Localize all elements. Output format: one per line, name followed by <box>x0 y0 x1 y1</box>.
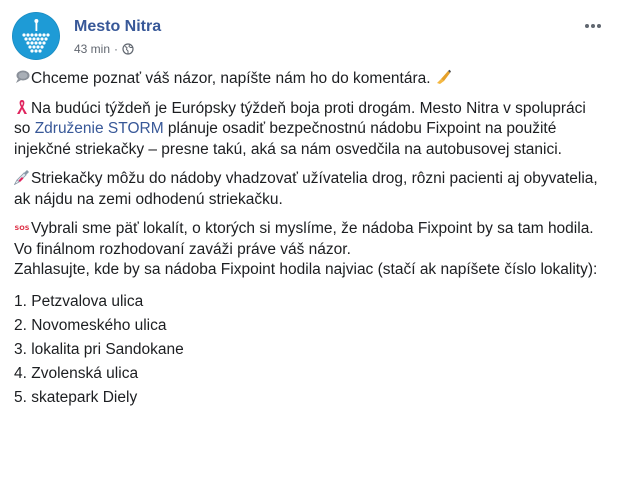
list-item: 1. Petzvalova ulica <box>14 292 144 310</box>
post-paragraph-1 <box>14 69 604 90</box>
nitra-logo-icon <box>13 13 60 60</box>
list-item: 2. Novomeského ulica <box>14 316 167 334</box>
post-header <box>12 12 607 60</box>
paragraph-4-text-2: Zahlasujte, kde by sa nádoba Fixpoint hodila najviac (stačí ak napíšete číslo lokality): <box>14 261 598 278</box>
paragraph-3-text: Striekačky môžu do nádoby vhadzovať užívatelia drog, rôzni pacienti aj obyvatelia, ak nájdu na zemi odhodenú striekačku. <box>14 170 598 208</box>
sos-icon <box>14 219 30 235</box>
paragraph-2-text-before: Na budúci týždeň je Európsky týždeň boja proti drogám. Mesto Nitra v spolupráci so <box>14 99 586 137</box>
meta-separator: · <box>114 42 119 56</box>
paragraph-1-text: Chceme poznať váš názor, napíšte nám ho do komentára. <box>31 70 431 87</box>
list-item: 4. Zvolenská ulica <box>14 364 139 382</box>
post-paragraph-3 <box>14 169 604 210</box>
paragraph-4-text: Vybrali sme päť lokalít, o ktorých si myslíme, že nádoba Fixpoint by sa tam hodila. Vo finálnom rozhodovaní zaváži práve váš názor. <box>14 220 594 258</box>
post-meta <box>74 42 134 56</box>
page-avatar[interactable] <box>12 12 60 60</box>
ribbon-icon <box>14 99 30 115</box>
sos-icon-label: SOS <box>14 224 30 232</box>
page-name-link[interactable]: Mesto Nitra <box>74 18 162 35</box>
post-timestamp[interactable]: 43 min <box>74 42 111 56</box>
speech-bubble-icon <box>14 69 30 85</box>
post-paragraph-2 <box>14 99 604 161</box>
list-item: 3. lokalita pri Sandokane <box>14 340 184 358</box>
post-paragraph-4 <box>14 219 604 281</box>
post-body <box>14 69 604 410</box>
more-options-icon <box>585 24 601 28</box>
globe-icon[interactable] <box>122 43 134 55</box>
syringe-icon <box>14 169 30 185</box>
writing-hand-icon <box>435 69 451 85</box>
list-item: 5. skatepark Diely <box>14 388 138 406</box>
more-options-button[interactable] <box>581 14 605 38</box>
locations-list <box>14 290 604 410</box>
storm-link[interactable]: Združenie STORM <box>34 120 164 137</box>
paragraph-2-text-after: plánuje osadiť bezpečnostnú nádobu Fixpoint na použité injekčné striekačky – presne takú, aká sa nám osvedčila na autobusovej stanici. <box>14 120 562 158</box>
